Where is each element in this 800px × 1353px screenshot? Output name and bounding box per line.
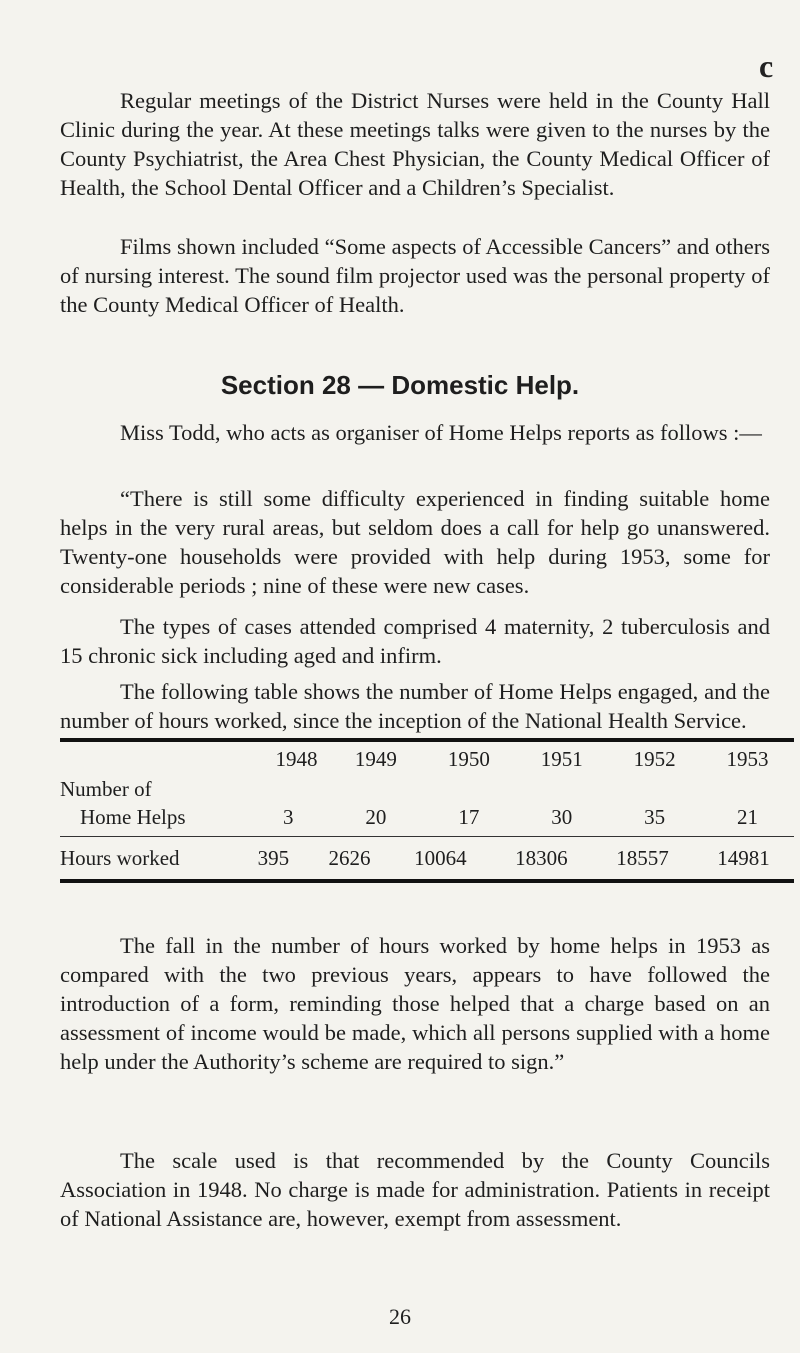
year-cell: 1949 — [354, 746, 397, 771]
paragraph-case-types: The types of cases attended comprised 4 maternity, 2 tuberculosis and 15 chronic sick including aged and infirm. — [60, 614, 770, 668]
table-cell: 20 — [365, 804, 387, 829]
row-label-hours-worked: Hours worked — [60, 845, 180, 870]
home-helps-table — [60, 738, 794, 883]
paragraph-district-nurses: Regular meetings of the District Nurses were held in the County Hall Clinic during the year. At these meetings talks were given to the nurses by the County Psychiatrist, the Area Chest Physician, the County Medical Officer of Health, the School Dental Officer and a Children’s Specialist. — [60, 88, 770, 200]
table-cell: 35 — [644, 804, 666, 829]
paragraph-table-intro: The following table shows the number of Home Helps engaged, and the number of hours worked, since the inception of the National Health Service. — [60, 679, 770, 733]
table-cell: 10064 — [414, 845, 467, 870]
table-cell: 17 — [458, 804, 480, 829]
table-cell: 3 — [282, 804, 294, 829]
year-cell: 1948 — [275, 746, 318, 771]
table-cell: 18306 — [515, 845, 568, 870]
table-cell: 14981 — [717, 845, 770, 870]
table-header-row — [60, 742, 794, 776]
paragraph-scale-used: The scale used is that recommended by the County Councils Association in 1948. No charge is made for administration. Patients in receipt of National Assistance are, however, exempt from assessment. — [60, 1148, 770, 1231]
year-cell: 1950 — [447, 746, 490, 771]
table-cell: 30 — [551, 804, 573, 829]
year-cell: 1952 — [633, 746, 676, 771]
section-heading: Section 28 — Domestic Help. — [220, 370, 580, 400]
table-cell: 21 — [737, 804, 759, 829]
paragraph-difficulty: “There is still some difficulty experienced in finding suitable home helps in the very rural areas, but seldom does a call for help go unanswered. Twenty-one households were provided with help during 1953, some for considerable periods ; nine of these were new cases. — [60, 486, 770, 598]
page-number: 26 — [389, 1304, 411, 1329]
paragraph-fall-in-hours: The fall in the number of hours worked by home helps in 1953 as compared with the two previous years, appears to have followed the introduction of a form, reminding those helped that a charge based on an assessment of income would be made, which all persons supplied with a home help under the Authority’s scheme are required to sign.” — [60, 933, 770, 1074]
corner-mark: c — [759, 48, 774, 84]
home-helps-table-grid — [60, 742, 794, 832]
row-label-number-of: Number of — [60, 776, 152, 801]
table-row-home-helps — [60, 802, 794, 832]
paragraph-organiser: Miss Todd, who acts as organiser of Home Helps reports as follows :— — [120, 420, 762, 445]
table-bottom-rule — [60, 879, 794, 883]
table-cell: 395 — [257, 845, 290, 870]
year-cell: 1951 — [540, 746, 583, 771]
home-helps-hours-grid — [60, 837, 794, 879]
table-cell: 2626 — [328, 845, 371, 870]
year-cell: 1953 — [726, 746, 769, 771]
paragraph-films: Films shown included “Some aspects of Accessible Cancers” and others of nursing interest. The sound film projector used was the personal property of the County Medical Officer of Health. — [60, 234, 770, 317]
row-label-home-helps: Home Helps — [80, 804, 186, 829]
table-cell: 18557 — [616, 845, 669, 870]
table-corner-cell — [60, 742, 210, 776]
table-row-label-line — [60, 776, 794, 802]
table-row-hours-worked — [60, 837, 794, 879]
